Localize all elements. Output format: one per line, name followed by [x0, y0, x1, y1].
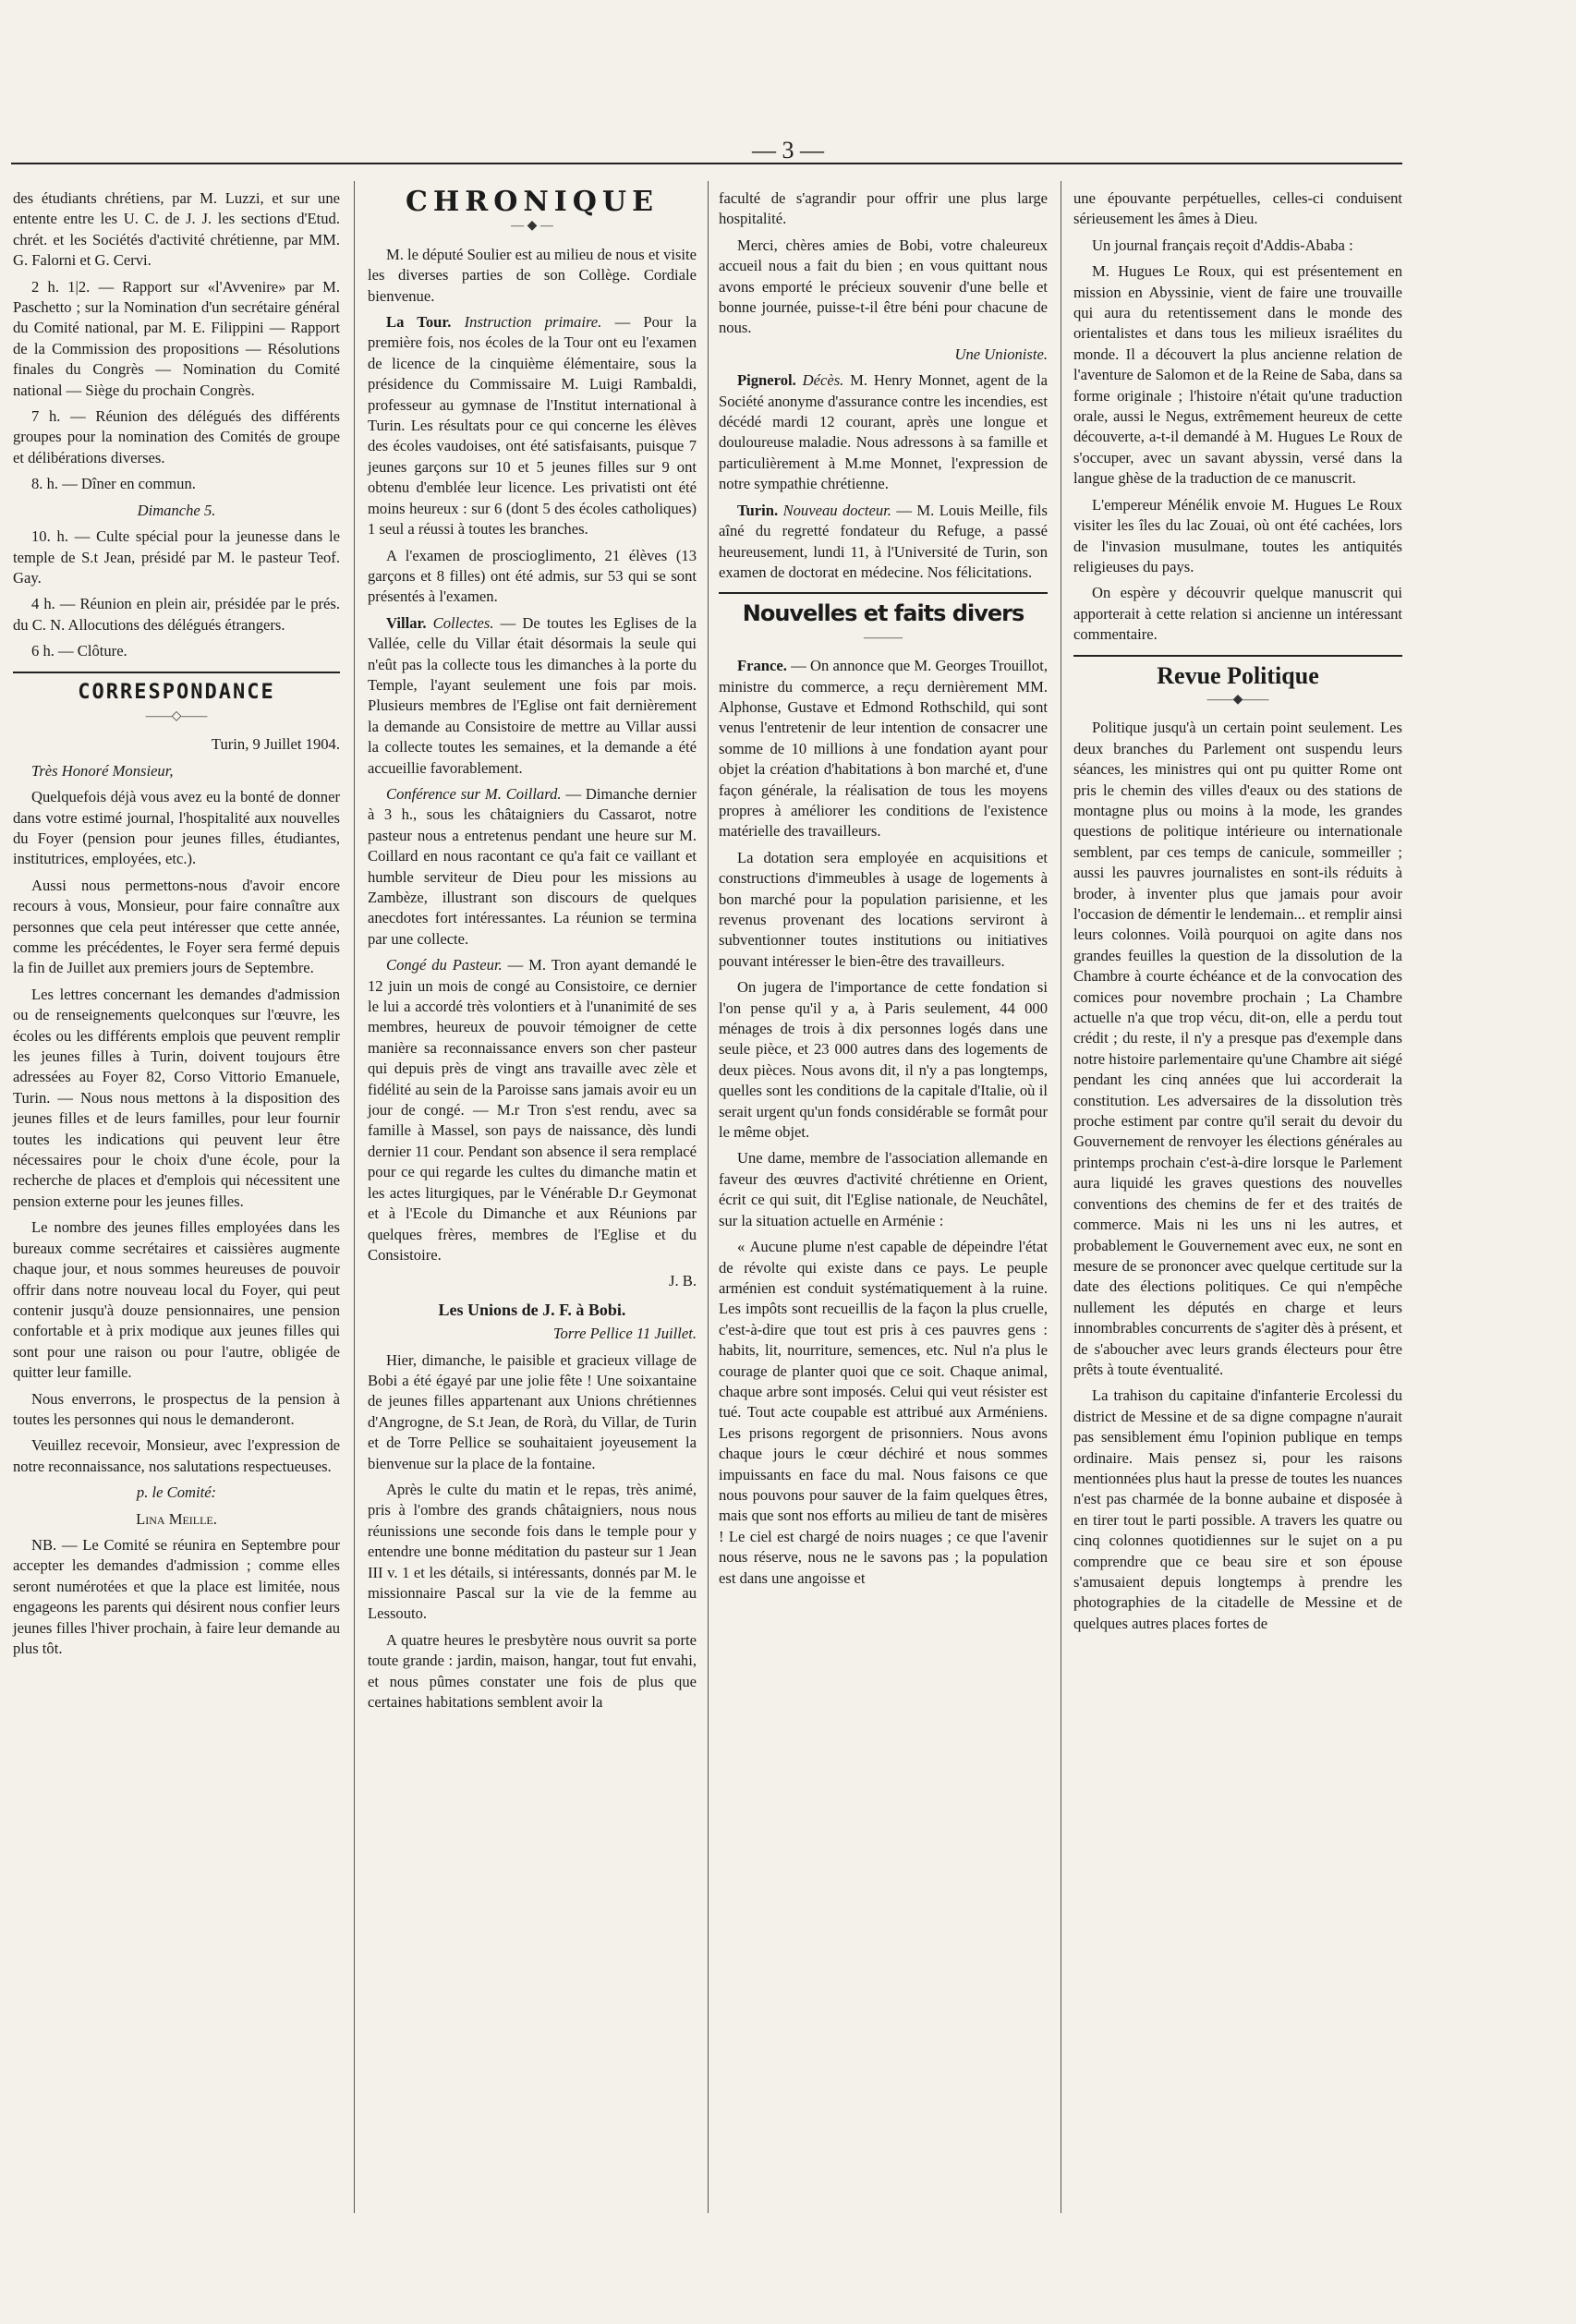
section-title-revue-politique: Revue Politique — [1157, 661, 1319, 689]
column-2 — [368, 188, 697, 1718]
salutation: Très Honoré Monsieur, — [31, 761, 174, 780]
column-1 — [13, 188, 340, 1664]
paragraph: Un journal français reçoit d'Addis-Ababa : — [1092, 236, 1353, 254]
header-rule — [11, 163, 1402, 164]
signature: J. B. — [669, 1272, 697, 1290]
paragraph: 10. h. — Culte spécial pour la jeunesse dans le temple de S.t Jean, présidé par M. le pasteur Teof. Gay. — [13, 527, 340, 587]
paragraph: 6 h. — Clôture. — [31, 642, 127, 660]
paragraph: 8. h. — Dîner en commun. — [31, 475, 196, 493]
news-item: Conférence sur M. Coillard. — Dimanche dernier à 3 h., sous les châtaigniers du Cassarot, notre pasteur nous a entretenus pendant une heure sur M. Coillard en nous racontant ce qu'a fait ce vaillant et humble serviteur de Dieu pour les missions au Zambèze, illustrant son discours de quelques anecdotes fort intéressantes. La réunion se termina par une collecte. — [368, 784, 697, 948]
paragraph: A l'examen de proscioglimento, 21 élèves (13 garçons et 8 filles) ont été admis, sur 53 qui se sont présentés à l'examen. — [368, 546, 697, 606]
column-4 — [1073, 188, 1402, 1640]
paragraph: Une dame, membre de l'association allemande en faveur des œuvres d'activité chrétienne en Orient, écrit ce qui suit, dit l'Eglise nationale, de Neuchâtel, sur la situation actuelle en Arménie : — [719, 1149, 1048, 1229]
column-3 — [719, 188, 1048, 1594]
paragraph: La trahison du capitaine d'infanterie Ercolessi du district de Messine et de sa digne compagne n'aurait pas sensiblement ému l'opinion publique en temps ordinaire. Mais pensez si, pour les raisons mentionnées plus haut la presse de toutes les nuances n'est pas charmée de la bonne aubaine et disposée à en tirer tout le parti possible. A travers les quatre ou cinq colonnes quotidiennes sur le sujet on a pu comprendre que ce beau sire et son épouse s'amusaient depuis longtemps à prendre les photographies de la citadelle de Messine et de quelques autres places fortes de — [1073, 1386, 1402, 1632]
paragraph: Veuillez recevoir, Monsieur, avec l'expression de notre reconnaissance, nos salutations respectueuses. — [13, 1436, 340, 1475]
paragraph: faculté de s'agrandir pour offrir une plus large hospitalité. — [719, 189, 1048, 228]
signature: Une Unioniste. — [954, 345, 1048, 363]
section-rule — [719, 592, 1048, 594]
paragraph: M. le député Soulier est au milieu de nous et visite les diverses parties de son Collège. Cordiale bienvenue. — [368, 245, 697, 305]
paragraph: On espère y découvrir quelque manuscrit qui apporterait à cette relation si ancienne un intéressant commentaire. — [1073, 584, 1402, 644]
dateline: Torre Pellice 11 Juillet. — [552, 1325, 697, 1343]
paragraph: 2 h. 1|2. — Rapport sur «l'Avvenire» par M. Paschetto ; sur la Nomination d'un secrétaire général du Comité national, par M. E. Filippini — Rapport de la Commission des propositions — Résolutions finales du Congrès — Nomination du Comité national — Siège du prochain Congrès. — [13, 277, 340, 399]
paragraph: des étudiants chrétiens, par M. Luzzi, et sur une entente entre les U. C. de J. J. les sections d'Etud. chrét. et les Sociétés d'activité chrétienne, par MM. G. Falorni et G. Cervi. — [13, 189, 340, 270]
column-rule — [354, 181, 355, 2213]
paragraph: Aussi nous permettons-nous d'avoir encore recours à vous, Monsieur, pour faire connaître aux personnes que cela peut intéresser que cette année, comme les précédentes, le Foyer sera fermé depuis la fin de Juillet aux premiers jours de Septembre. — [13, 876, 340, 977]
paragraph: M. Hugues Le Roux, qui est présentement en mission en Abyssinie, vient de faire une trouvaille qui aura du retentissement dans le monde des orientalistes et dans tous les milieux israélites du monde. Il a découvert la plus ancienne relation de l'aventure de Salomon et de la Reine de Saba, dans sa forme originale ; l'histoire n'était qu'une traduction orale, aussi le Negus, extrêmement heureux de cette découverte, a-t-il demandé à M. Hugues Le Roux de s'occuper, avec un savant abyssin, versé dans la langue ghèse de la traduction de ce manuscrit. — [1073, 262, 1402, 488]
news-item: Villar. Collectes. — De toutes les Eglises de la Vallée, celle du Villar était désormais la seule qui n'eût pas la collecte tous les dimanches à la porte du Temple, l'ayant seulement une fois par mois. Plusieurs membres de l'Eglise ont fait dernièrement la demande au Consistoire de mettre au Villar aussi la collecte toutes les semaines, et la demande a été accueillie favorablement. — [368, 613, 697, 777]
ornament: — ◆ — — [511, 219, 553, 234]
paragraph: Quelquefois déjà vous avez eu la bonté de donner dans votre estimé journal, l'hospitalité aux nouvelles du Foyer (pension pour jeunes filles, étudiantes, institutrices, employées, etc.). — [13, 788, 340, 868]
paragraph: Politique jusqu'à un certain point seulement. Les deux branches du Parlement ont suspendu leurs séances, les ministres qui ont pu quitter Rome ont pris le chemin des villes d'eaux ou des stations de montagne plus ou moins à la mode, les grandes questions de politique intérieure ou internationale semblent, par ces temps de canicule, sommeiller ; aussi les pauvres journalistes en sont-ils réduits à broder, à inventer plus que jamais pour avoir l'occasion de démentir le lendemain... et remplir ainsi leurs colonnes. Voilà pourquoi on agite dans nos grandes feuilles la question de la dissolution de la Chambre à courte échéance et de la convocation des comices pour novembre prochain ; La Chambre actuelle n'a que trop vécu, dit-on, elle a perdu tout crédit ; du reste, il n'y a presque pas d'exemple dans notre histoire parlementaire qu'une Chambre ait siégé pendant les cinq années que lui accorderait la constitution. Les adversaires de la dissolution très proche estiment par contre qu'il serait du devoir du Gouvernement de renvoyer les élections générales au printemps prochain c'est-à-dire lorsque le Parlement aura liquidé les graves questions des nouvelles conventions des chemins de fer et des traités de commerce. Mais ni les uns ni les autres, et probablement le Gouvernement avec eux, ne sont en mesure de se prononcer avec quelque certitude sur la date des élections politiques. Ce qui n'empêche nullement les députés en charge et leurs innombrables concurrents de s'agiter dès à présent, et de s'aboucher avec leurs grands électeurs pour être prêts à toute éventualité. — [1073, 719, 1402, 1378]
section-rule — [13, 672, 340, 673]
ornament: ——— — [864, 630, 903, 645]
paragraph: Après le culte du matin et le repas, très animé, pris à l'ombre des grands châtaigniers, nous nous réunissions une seconde fois dans le temple pour y entendre une bonne méditation du pasteur sur 1 Jean III v. 1 et les détails, si intéressants, donnés par M. le missionnaire Pascal sur la vie de la femme au Lessouto. — [368, 1480, 697, 1623]
section-title-correspondance: CORRESPONDANCE — [78, 680, 275, 704]
ornament: ——◆—— — [1206, 692, 1269, 707]
section-title-chronique: CHRONIQUE — [406, 186, 659, 218]
paragraph: 4 h. — Réunion en plein air, présidée par le prés. du C. N. Allocutions des délégués étrangers. — [13, 595, 340, 634]
dateline: Turin, 9 Juillet 1904. — [211, 735, 340, 754]
ornament: ——◇—— — [145, 708, 208, 723]
paragraph: Hier, dimanche, le paisible et gracieux village de Bobi a été égayé par une jolie fête ! Une soixantaine de jeunes filles appartenant aux Unions chrétiennes d'Angrogne, de S.t Jean, de Rorà, du Villar, de Turin et de Torre Pellice se souhaitaient joyeusement la bienvenue sur la place de la fontaine. — [368, 1350, 697, 1472]
news-item: France. — On annonce que M. Georges Trouillot, ministre du commerce, a reçu dernièrement MM. Alphonse, Gustave et Edmond Rothschild, qui sont venus l'entretenir de leur intention de consacrer une somme de 10 millions à une fondation ayant pour objet la création d'habitations à bon marché et, d'une façon générale, la réalisation de tous les moyens propres à améliorer les conditions de l'existence matérielle des travailleurs. — [719, 657, 1048, 841]
section-rule — [1073, 655, 1402, 657]
paragraph: Merci, chères amies de Bobi, votre chaleureux accueil nous a fait du bien ; en vous quittant nous avons emporté le précieux souvenir d'une belle et bonne journée, puisse-t-il être béni pour chacune de nous. — [719, 236, 1048, 337]
column-rule — [708, 181, 709, 2213]
paragraph: A quatre heures le presbytère nous ouvrit sa porte toute grande : jardin, maison, hangar, tout fut envahi, et nous pûmes constater une fois de plus que certaines habitations semblent avoir la — [368, 1630, 697, 1712]
paragraph: 7 h. — Réunion des délégués des différents groupes pour la nomination des Comités de groupe et délibérations diverses. — [13, 407, 340, 466]
paragraph: La dotation sera employée en acquisitions et constructions d'immeubles à usage de logements à bon marché pour la population parisienne, et les revenus provenant des locations serviront à subventionner toutes institutions ou initiatives pouvant intéresser le bien-être des travailleurs. — [719, 848, 1048, 970]
signature-label: p. le Comité: — [136, 1483, 217, 1502]
paragraph: L'empereur Ménélik envoie M. Hugues Le Roux visiter les îles du lac Zouai, où ont été cachées, lors de l'invasion musulmane, toutes les antiquités religieuses du pays. — [1073, 495, 1402, 575]
paragraph: Les lettres concernant les demandes d'admission ou de renseignements quelconques sur l'œuvre, les écoles ou les différents emplois que peuvent remplir les jeunes filles à Turin, doivent toujours être adressées au Foyer 82, Corso Vittorio Emanuele, Turin. — Nous nous mettons à la disposition des jeunes filles et de leurs familles, pour leur fournir toutes les indications qui peuvent leur être nécessaires pour le choix d'une école, pour la recherche de places et d'emplois qui nécessitent une pension externe pour les jeunes filles. — [13, 985, 340, 1210]
news-item: Congé du Pasteur. — M. Tron ayant demandé le 12 juin un mois de congé au Consistoire, ce dernier le lui a accordé très volontiers et à l'unanimité de ses membres, heureux de pouvoir témoigner de cette manière sa reconnaissance envers son cher pasteur qui depuis près de vingt ans travaille avec zèle et fidélité au sein de la Paroisse sans jamais avoir eu un jour de congé. — M.r Tron s'est rendu, avec sa famille à Massel, son pays de naissance, dès lundi dernier 11 cour. Pendant son absence il sera remplacé pour ce qui regarde les cultes du dimanche matin et les actes liturgiques, par le Vénérable D.r Geymonat et à l'Ecole du Dimanche et aux Réunions par quelques frères, membres de l'Eglise et du Consistoire. — [368, 956, 697, 1264]
article-title-unions: Les Unions de J. F. à Bobi. — [438, 1300, 626, 1319]
paragraph: On jugera de l'importance de cette fondation si l'on pense qu'il y a, à Paris seulement, 44 000 ménages de trois à dix personnes logés dans une seule pièce, et 23 000 autres dans des logements de deux pièces. Nous avons dit, il n'y a pas longtemps, quelles sont les conditions de la capitale d'Italie, où il serait urgent qu'un fonds considérable se formât pour le même objet. — [719, 978, 1048, 1142]
paragraph: NB. — Le Comité se réunira en Septembre pour accepter les demandes d'admission ; comme elles seront numérotées et que la place est limitée, nous engageons les parents qui désirent nous confier leurs jeunes filles l'hiver prochain, à faire leur demande au plus tôt. — [13, 1535, 340, 1657]
paragraph: « Aucune plume n'est capable de dépeindre l'état de révolte qui existe dans ce pays. Le peuple arménien est conduit systématiquement à la ruine. Les impôts sont recueillis de la façon la plus cruelle, c'est-à-dire que tout est pris à ces pauvres gens : habits, lit, nourriture, semences, etc. Nul n'a plus le courage de planter quoi que ce soit. Chaque animal, chaque arbre sont imposés. Celui qui veut résister est tué. Tout acte coupable est attribué aux Arméniens. Les prisons regorgent de prisonniers. Nous avons chaque jours le cœur déchiré et nous sommes impuissants en face du mal. Nous faisons ce que nous pouvons pour sauver de la faim quelques êtres, mais que sont nos efforts au milieu de tant de misères ! Le ciel est chargé de noirs nuages ; ce que l'avenir nous réserve, nous ne le savons pas ; la population est dans une angoisse et — [719, 1238, 1048, 1587]
subheading: Dimanche 5. — [137, 501, 216, 519]
signature: Lina Meille. — [136, 1509, 217, 1528]
paragraph: Nous enverrons, le prospectus de la pension à toutes les personnes qui nous le demanderont. — [13, 1389, 340, 1428]
news-item: Pignerol. Décès. M. Henry Monnet, agent de la Société anonyme d'assurance contre les incendies, est décédé mardi 12 courant, après une longue et douloureuse maladie. Nous adressons à sa famille et particulièrement à M.me Monnet, l'expression de notre sympathie chrétienne. — [719, 371, 1048, 493]
paragraph: une épouvante perpétuelles, celles-ci conduisent sérieusement les âmes à Dieu. — [1073, 189, 1402, 228]
page-number: — 3 — — [752, 137, 824, 163]
section-title-nouvelles: Nouvelles et faits divers — [742, 600, 1024, 627]
news-item: La Tour. Instruction primaire. — Pour la première fois, nos écoles de la Tour ont eu l'examen de licence de la cinquième élémentaire, sous la présidence du Commissaire M. Luigi Rambaldi, professeur au gymnase de l'Institut international à Turin. Les résultats pour ce qui concerne les élèves des écoles vaudoises, ont été satisfaisants, puisque 7 jeunes garçons sur 10 et 5 jeunes filles sur 9 ont obtenu d'emblée leur licence. Les privatisti ont été moins heureux : sur 6 (dont 5 des écoles catholiques) 1 seul a réussi à toutes les branches. — [368, 313, 697, 539]
news-item: Turin. Nouveau docteur. — M. Louis Meille, fils aîné du regretté fondateur du Refuge, a passé heureusement, lundi 11, à l'Université de Turin, son examen de doctorat en médecine. Nos félicitations. — [719, 501, 1049, 581]
paragraph: Le nombre des jeunes filles employées dans les bureaux comme secrétaires et caissières augmente chaque jour, et nous sommes heureuses de pouvoir offrir dans notre nouveau local du Foyer, qui peut contenir jusqu'à douze pensionnaires, une pension confortable et à prix modique aux jeunes filles qui sont pour une raison ou pour l'autre, obligée de quitter leur famille. — [13, 1218, 340, 1382]
